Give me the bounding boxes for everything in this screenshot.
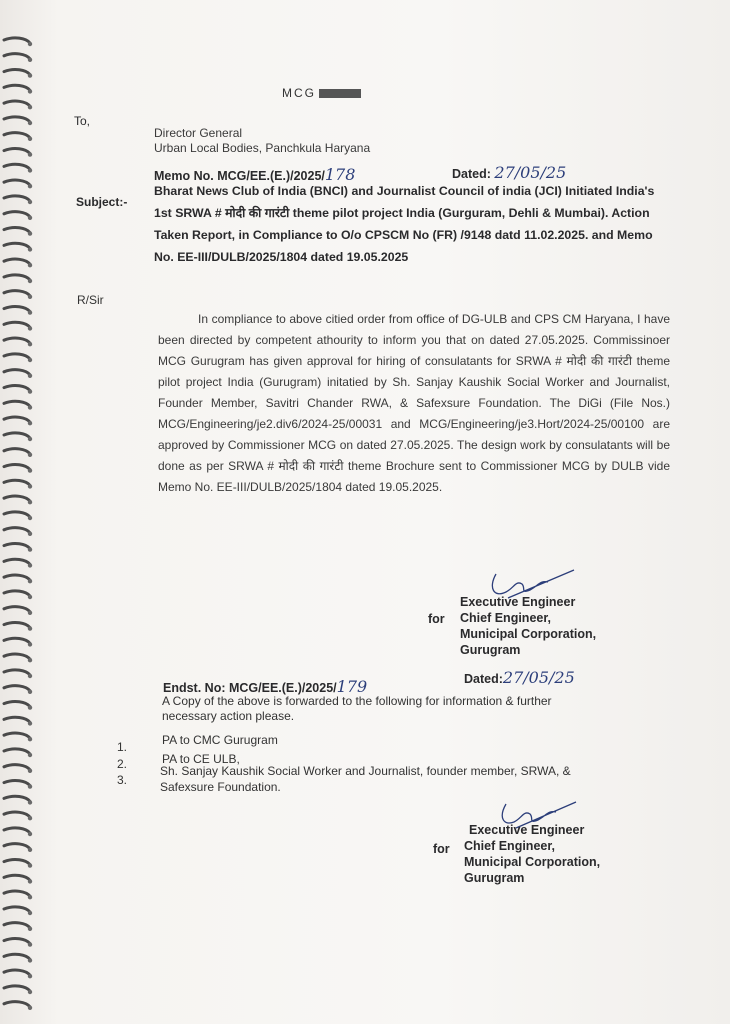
spiral-ring <box>4 559 30 564</box>
spiral-ring <box>4 449 30 454</box>
spiral-ring <box>4 717 30 722</box>
spiral-ring <box>4 164 30 169</box>
spiral-hole <box>28 295 32 299</box>
spiral-hole <box>28 879 32 883</box>
spiral-ring <box>4 480 30 485</box>
spiral-hole <box>28 216 32 220</box>
spiral-hole <box>28 247 32 251</box>
spiral-ring <box>4 243 30 248</box>
spiral-hole <box>28 974 32 978</box>
recipient-line-2: Urban Local Bodies, Panchkula Haryana <box>154 141 371 155</box>
memo-dated-label: Dated: <box>452 167 491 181</box>
spiral-hole <box>28 563 32 567</box>
spiral-ring <box>4 401 30 406</box>
spiral-ring <box>4 117 30 122</box>
spiral-ring <box>4 133 30 138</box>
spiral-hole <box>28 769 32 773</box>
signature-1-line-3: Municipal Corporation, <box>460 627 597 641</box>
endorsement-item-2: PA to CE ULB, <box>162 752 240 766</box>
spiral-ring <box>4 859 30 864</box>
spiral-hole <box>28 500 32 504</box>
spiral-hole <box>28 990 32 994</box>
spiral-ring <box>4 591 30 596</box>
spiral-ring <box>4 907 30 912</box>
memo-date-handwritten: 27/05/25 <box>494 163 567 182</box>
spiral-ring <box>4 212 30 217</box>
signature-2-line-2: Chief Engineer, <box>464 839 555 853</box>
spiral-ring <box>4 796 30 801</box>
spiral-hole <box>28 405 32 409</box>
spiral-ring <box>4 101 30 106</box>
spiral-ring <box>4 543 30 548</box>
spiral-hole <box>28 705 32 709</box>
spiral-hole <box>28 753 32 757</box>
subject-label: Subject:- <box>76 195 128 209</box>
spiral-hole <box>28 326 32 330</box>
spiral-ring <box>4 180 30 185</box>
spiral-ring <box>4 196 30 201</box>
memo-number-handwritten: 178 <box>324 165 356 184</box>
signature-1-title <box>460 594 596 658</box>
endorsement-number-prefix: Endst. No: MCG/EE.(E.)/2025/ <box>163 681 337 695</box>
spiral-hole <box>28 105 32 109</box>
spiral-hole <box>28 200 32 204</box>
spiral-ring <box>4 575 30 580</box>
endorsement-item-3-number: 3. <box>117 773 128 787</box>
spiral-ring <box>4 338 30 343</box>
spiral-hole <box>28 342 32 346</box>
spiral-ring <box>4 322 30 327</box>
signature-1-line-2: Chief Engineer, <box>460 611 551 625</box>
spiral-ring <box>4 970 30 975</box>
spiral-hole <box>28 152 32 156</box>
spiral-hole <box>28 658 32 662</box>
spiral-hole <box>28 263 32 267</box>
spiral-ring <box>4 354 30 359</box>
spiral-hole <box>28 832 32 836</box>
spiral-ring <box>4 938 30 943</box>
spiral-ring <box>4 733 30 738</box>
spiral-ring <box>4 227 30 232</box>
body-paragraph: In compliance to above citied order from office of DG-ULB and CPS CM Haryana, I have been directed by competent athourity to inform you that on dated 27.05.2025. Commissinoer MCG Gurugram has given approval for hiring of consulatants for SRWA # मोदी की गारंटी theme pilot project India (Gurugram) initatied by Sh. Sanjay Kaushik Social Worker and Journalist, Founder Member, Savitri Chander RWA, & Safexsure Foundation. The DiGi (File Nos.) MCG/Engineering/je2.div6/2024-25/00031 and MCG/Engineering/je3.Hort/2024-25/00100 are approved by Commissioner MCG on dated 27.05.2025. The design work by consulatants will be done as per SRWA # मोदी की गारंटी theme Brochure sent to Commissioner MCG by DULB vide Memo No. EE-III/DULB/2025/1804 dated 19.05.2025. <box>158 312 670 494</box>
spiral-hole <box>28 231 32 235</box>
spiral-ring <box>4 275 30 280</box>
spiral-ring <box>4 148 30 153</box>
spiral-hole <box>28 421 32 425</box>
spiral-hole <box>28 863 32 867</box>
spiral-hole <box>28 137 32 141</box>
spiral-ring <box>4 875 30 880</box>
spiral-ring <box>4 306 30 311</box>
spiral-ring <box>4 780 30 785</box>
signature-2-title <box>464 822 600 886</box>
spiral-ring <box>4 812 30 817</box>
spiral-ring <box>4 765 30 770</box>
spiral-ring <box>4 54 30 59</box>
spiral-ring <box>4 512 30 517</box>
spiral-binding <box>0 0 40 1024</box>
logo-mark <box>319 89 361 98</box>
spiral-hole <box>28 579 32 583</box>
spiral-hole <box>28 800 32 804</box>
spiral-ring <box>4 701 30 706</box>
spiral-ring <box>4 844 30 849</box>
to-label: To, <box>74 114 91 128</box>
spiral-hole <box>28 73 32 77</box>
spiral-hole <box>28 184 32 188</box>
spiral-ring <box>4 954 30 959</box>
signature-1-line-1: Executive Engineer <box>460 595 576 609</box>
spiral-hole <box>28 737 32 741</box>
spiral-hole <box>28 942 32 946</box>
spiral-ring <box>4 85 30 90</box>
spiral-hole <box>28 595 32 599</box>
signature-2-line-4: Gurugram <box>464 871 525 885</box>
spiral-hole <box>28 389 32 393</box>
salutation: R/Sir <box>77 293 104 307</box>
spiral-ring <box>4 828 30 833</box>
spiral-ring <box>4 464 30 469</box>
spiral-ring <box>4 686 30 691</box>
spiral-hole <box>28 626 32 630</box>
spiral-ring <box>4 370 30 375</box>
spiral-hole <box>28 358 32 362</box>
signature-2-line-1: Executive Engineer <box>469 823 585 837</box>
endorsement-number-handwritten: 179 <box>336 677 368 696</box>
endorsement-intro-line-1: A Copy of the above is forwarded to the following for information & further <box>162 694 552 708</box>
spiral-hole <box>28 89 32 93</box>
endorsement-date-handwritten: 27/05/25 <box>502 668 575 687</box>
spiral-ring <box>4 986 30 991</box>
spiral-hole <box>28 279 32 283</box>
spiral-ring <box>4 638 30 643</box>
spiral-ring <box>4 654 30 659</box>
endorsement-item-3-continued: Safexsure Foundation. <box>160 780 281 794</box>
signature-2-line-3: Municipal Corporation, <box>464 855 601 869</box>
memo-number-prefix: Memo No. MCG/EE.(E.)/2025/ <box>154 169 325 183</box>
spiral-hole <box>28 484 32 488</box>
spiral-ring <box>4 259 30 264</box>
spiral-ring <box>4 923 30 928</box>
endorsement-item-2-number: 2. <box>117 757 128 771</box>
spiral-ring <box>4 670 30 675</box>
spiral-hole <box>28 642 32 646</box>
spiral-hole <box>28 927 32 931</box>
signature-2-for: for <box>433 842 450 856</box>
spiral-hole <box>28 374 32 378</box>
spiral-hole <box>28 310 32 314</box>
signature-1-line-4: Gurugram <box>460 643 521 657</box>
spiral-ring <box>4 433 30 438</box>
endorsement-item-1-number: 1. <box>117 740 128 754</box>
spiral-hole <box>28 547 32 551</box>
spiral-ring <box>4 891 30 896</box>
logo-text: MCG <box>282 86 316 100</box>
endorsement-dated-label: Dated: <box>464 672 503 686</box>
recipient-line-1: Director General <box>154 126 243 140</box>
mcg-letterhead-logo <box>282 86 361 100</box>
spiral-hole <box>28 1006 32 1010</box>
spiral-hole <box>28 516 32 520</box>
spiral-hole <box>28 721 32 725</box>
spiral-hole <box>28 121 32 125</box>
spiral-hole <box>28 532 32 536</box>
subject-text: Bharat News Club of India (BNCI) and Journalist Council of india (JCI) Initiated India's 1st SRWA # मोदी की गारंटी theme pilot project India (Gurguram, Dehli & Mumbai). Action Taken Report, in Compliance to O/o CPSCM No (FR) /9148 datd 11.02.2025. and Memo No. EE-III/DULB/2025/1804 dated 19.05.2025 <box>154 184 655 264</box>
spiral-ring <box>4 528 30 533</box>
spiral-hole <box>28 690 32 694</box>
spiral-hole <box>28 958 32 962</box>
spiral-hole <box>28 168 32 172</box>
signature-1-for: for <box>428 612 445 626</box>
spiral-hole <box>28 816 32 820</box>
spiral-ring <box>4 417 30 422</box>
spiral-hole <box>28 895 32 899</box>
spiral-hole <box>28 437 32 441</box>
spiral-ring <box>4 496 30 501</box>
endorsement-date <box>464 668 575 687</box>
spiral-ring <box>4 38 30 43</box>
spiral-hole <box>28 784 32 788</box>
spiral-hole <box>28 58 32 62</box>
spiral-hole <box>28 674 32 678</box>
spiral-ring <box>4 622 30 627</box>
spiral-hole <box>28 453 32 457</box>
spiral-hole <box>28 611 32 615</box>
endorsement-item-3: Sh. Sanjay Kaushik Social Worker and Journalist, founder member, SRWA, & <box>160 764 571 778</box>
spiral-ring <box>4 1002 30 1007</box>
spiral-hole <box>28 848 32 852</box>
spiral-hole <box>28 42 32 46</box>
spiral-hole <box>28 468 32 472</box>
spiral-ring <box>4 607 30 612</box>
spiral-ring <box>4 749 30 754</box>
endorsement-item-1: PA to CMC Gurugram <box>162 733 278 747</box>
spiral-ring <box>4 69 30 74</box>
endorsement-intro-line-2: necessary action please. <box>162 709 295 723</box>
spiral-ring <box>4 291 30 296</box>
spiral-hole <box>28 911 32 915</box>
spiral-ring <box>4 385 30 390</box>
